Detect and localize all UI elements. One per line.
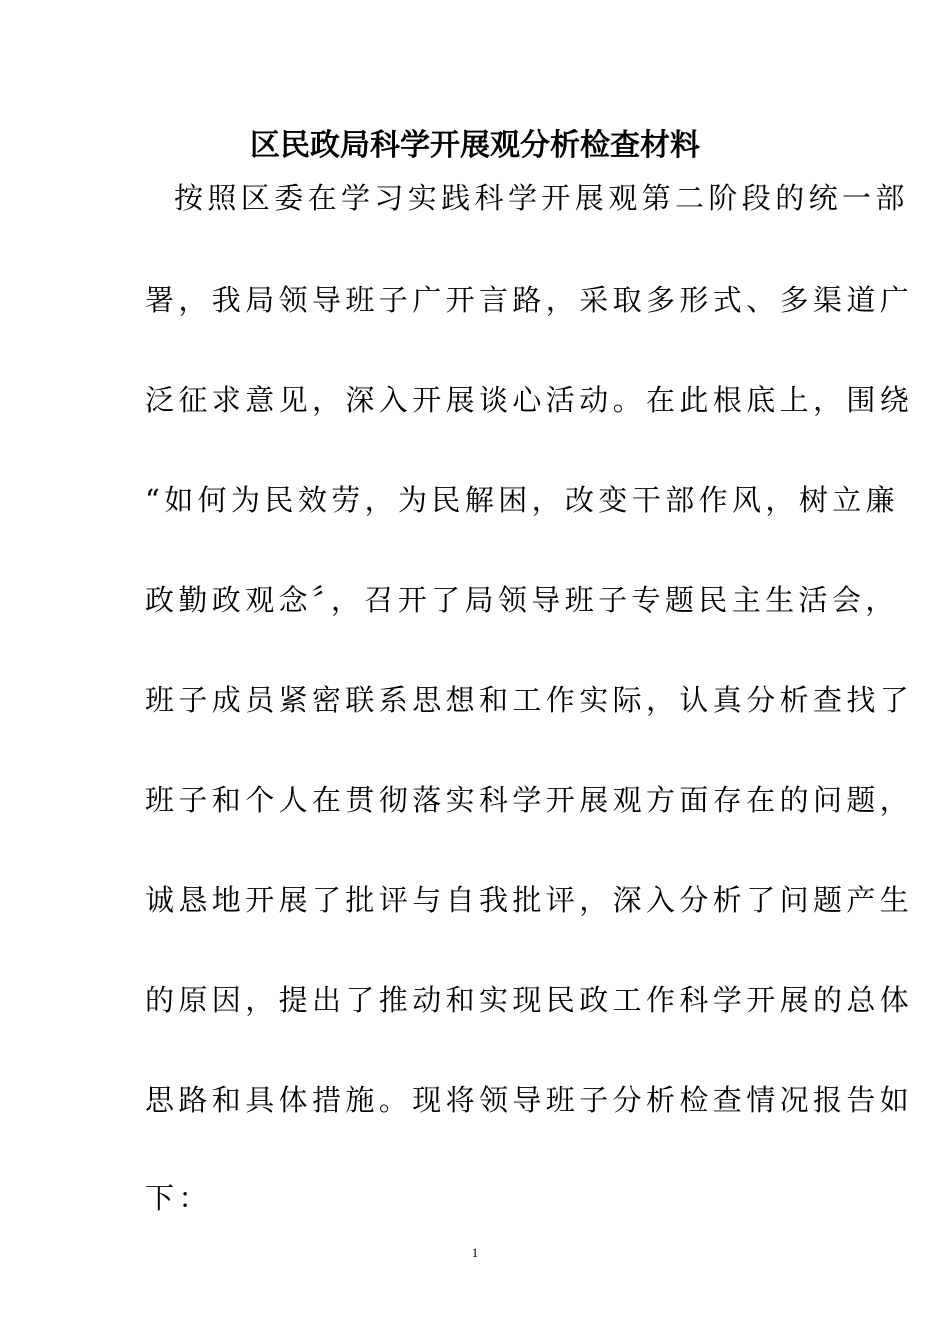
- document-title: 区民政局科学开展观分析检查材料: [250, 128, 700, 163]
- body-line: 署，我局领导班子广开言路，采取多形式、多渠道广: [145, 283, 914, 317]
- body-line: 下：: [145, 1181, 212, 1215]
- body-line: “如何为民效劳，为民解困，改变干部作风，树立廉: [145, 483, 900, 517]
- page-number: 1: [471, 1245, 479, 1260]
- body-line: 班子和个人在贯彻落实科学开展观方面存在的问题，: [145, 783, 914, 817]
- body-line: 的原因，提出了推动和实现民政工作科学开展的总体: [145, 983, 914, 1017]
- body-line: 思路和具体措施。现将领导班子分析检查情况报告如: [145, 1083, 914, 1117]
- body-line: 班子成员紧密联系思想和工作实际，认真分析查找了: [145, 683, 914, 717]
- body-line: 按照区委在学习实践科学开展观第二阶段的统一部: [174, 181, 909, 215]
- body-line: 政勤政观念〞，召开了局领导班子专题民主生活会，: [145, 583, 899, 617]
- body-line: 诚恳地开展了批评与自我批评，深入分析了问题产生: [145, 883, 914, 917]
- body-line: 泛征求意见，深入开展谈心活动。在此根底上，围绕: [145, 383, 914, 417]
